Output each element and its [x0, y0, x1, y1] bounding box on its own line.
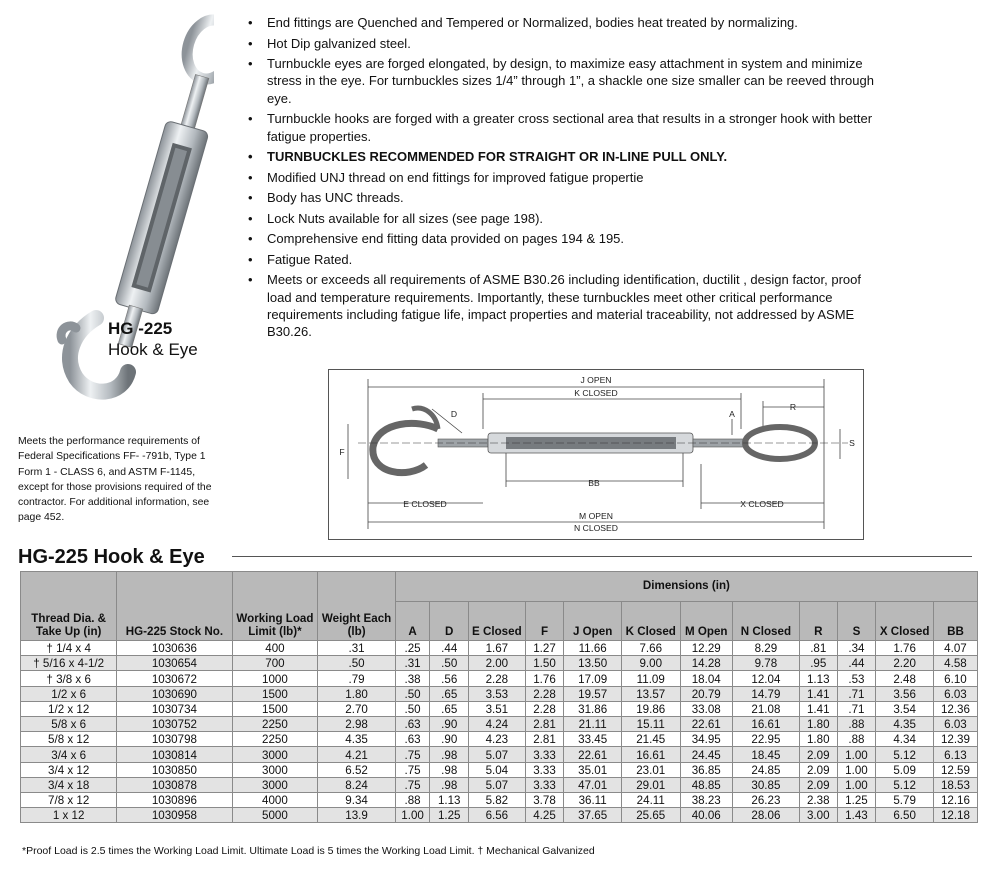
feature-item: • Lock Nuts available for all sizes (see page 198).	[248, 210, 888, 227]
table-cell: 400	[232, 641, 318, 656]
section-title: HG-225 Hook & Eye	[18, 546, 205, 568]
table-cell: 1.50	[525, 656, 564, 671]
table-cell: † 3/8 x 6	[21, 671, 117, 686]
header-thread: Thread Dia. & Take Up (in)	[21, 572, 117, 641]
table-cell: 23.01	[621, 762, 680, 777]
feature-list	[248, 14, 888, 344]
table-cell: 1030798	[117, 732, 232, 747]
table-cell: 9.00	[621, 656, 680, 671]
table-cell: 8.24	[318, 777, 395, 792]
label-k-closed: K CLOSED	[574, 388, 618, 398]
spec-table	[20, 571, 978, 823]
table-cell: 3/4 x 12	[21, 762, 117, 777]
table-cell: 2.28	[469, 671, 526, 686]
table-cell: 12.18	[933, 808, 977, 823]
table-cell: .75	[395, 747, 430, 762]
table-cell: 3.33	[525, 777, 564, 792]
table-cell: 5.82	[469, 792, 526, 807]
table-row	[21, 656, 978, 671]
label-a: A	[729, 409, 735, 419]
table-cell: 14.28	[680, 656, 732, 671]
table-cell: 3000	[232, 777, 318, 792]
table-cell: .31	[395, 656, 430, 671]
table-cell: .95	[799, 656, 837, 671]
table-cell: 1030850	[117, 762, 232, 777]
table-cell: 2.98	[318, 716, 395, 731]
table-cell: † 1/4 x 4	[21, 641, 117, 656]
table-cell: 5000	[232, 808, 318, 823]
label-x-closed: X CLOSED	[740, 499, 784, 509]
table-cell: 13.57	[621, 686, 680, 701]
table-cell: 36.11	[564, 792, 622, 807]
table-cell: 22.61	[564, 747, 622, 762]
table-cell: 4.25	[525, 808, 564, 823]
title-divider	[232, 556, 972, 557]
table-cell: 3000	[232, 762, 318, 777]
table-cell: 5.04	[469, 762, 526, 777]
table-cell: 24.85	[732, 762, 799, 777]
table-cell: .53	[837, 671, 876, 686]
table-cell: 1030672	[117, 671, 232, 686]
table-cell: 37.65	[564, 808, 622, 823]
table-cell: 4.07	[933, 641, 977, 656]
table-cell: 2.09	[799, 777, 837, 792]
table-cell: 4.35	[876, 716, 934, 731]
feature-item: • End fittings are Quenched and Tempered or Normalized, bodies heat treated by normalizing.	[248, 14, 888, 31]
table-cell: 5.12	[876, 747, 934, 762]
table-cell: .50	[318, 656, 395, 671]
table-cell: 1030878	[117, 777, 232, 792]
table-cell: 4.58	[933, 656, 977, 671]
feature-item: • Body has UNC threads.	[248, 189, 888, 206]
table-cell: .56	[430, 671, 469, 686]
table-cell: 1030814	[117, 747, 232, 762]
table-cell: 18.53	[933, 777, 977, 792]
table-cell: .71	[837, 686, 876, 701]
table-cell: 1500	[232, 701, 318, 716]
table-cell: 1.25	[837, 792, 876, 807]
table-cell: .88	[837, 716, 876, 731]
label-j-open: J OPEN	[580, 375, 612, 385]
table-cell: 1.80	[799, 732, 837, 747]
header-dim-col: BB	[933, 602, 977, 641]
table-cell: 2.00	[469, 656, 526, 671]
table-cell: 1.67	[469, 641, 526, 656]
table-cell: 1/2 x 6	[21, 686, 117, 701]
table-cell: 8.29	[732, 641, 799, 656]
header-dim-col: R	[799, 602, 837, 641]
table-cell: 12.59	[933, 762, 977, 777]
table-cell: 7/8 x 12	[21, 792, 117, 807]
table-cell: .31	[318, 641, 395, 656]
table-cell: 26.23	[732, 792, 799, 807]
table-row	[21, 701, 978, 716]
feature-item: • Hot Dip galvanized steel.	[248, 35, 888, 52]
table-cell: .65	[430, 701, 469, 716]
table-cell: † 5/16 x 4-1/2	[21, 656, 117, 671]
table-cell: .81	[799, 641, 837, 656]
table-cell: 6.10	[933, 671, 977, 686]
table-cell: 4.24	[469, 716, 526, 731]
table-cell: .50	[430, 656, 469, 671]
table-cell: 9.78	[732, 656, 799, 671]
table-cell: 20.79	[680, 686, 732, 701]
header-dim-col: D	[430, 602, 469, 641]
table-cell: 24.45	[680, 747, 732, 762]
table-cell: .50	[395, 686, 430, 701]
table-row	[21, 732, 978, 747]
table-cell: 1.00	[837, 747, 876, 762]
table-cell: 2250	[232, 716, 318, 731]
feature-item: • Meets or exceeds all requirements of ASME B30.26 including identification, ductilit , design factor, proof load and temperature requirements. Importantly, these turnbuckles meet other critical performance requirements including fatigue life, impact properties and material traceability, not addressed by ASME B30.26.	[248, 271, 888, 341]
table-cell: .38	[395, 671, 430, 686]
table-cell: 6.50	[876, 808, 934, 823]
table-cell: 21.45	[621, 732, 680, 747]
feature-item: • Fatigue Rated.	[248, 251, 888, 268]
dimension-drawing	[328, 369, 864, 540]
table-cell: 24.11	[621, 792, 680, 807]
table-cell: 7.66	[621, 641, 680, 656]
footnote: *Proof Load is 2.5 times the Working Load Limit. Ultimate Load is 5 times the Working Load Limit. † Mechanical Galvanized	[22, 845, 595, 857]
table-cell: 18.45	[732, 747, 799, 762]
table-cell: 5/8 x 12	[21, 732, 117, 747]
table-cell: 6.13	[933, 747, 977, 762]
label-e-closed: E CLOSED	[403, 499, 447, 509]
header-dim-col: S	[837, 602, 876, 641]
table-cell: 15.11	[621, 716, 680, 731]
table-cell: 1.76	[525, 671, 564, 686]
product-code: HG -225	[108, 319, 173, 338]
table-cell: 40.06	[680, 808, 732, 823]
table-cell: .75	[395, 777, 430, 792]
table-cell: .79	[318, 671, 395, 686]
table-cell: 4000	[232, 792, 318, 807]
table-cell: 2.28	[525, 701, 564, 716]
table-cell: 6.56	[469, 808, 526, 823]
table-cell: 1.00	[395, 808, 430, 823]
header-weight: Weight Each (lb)	[318, 572, 395, 641]
table-cell: 13.50	[564, 656, 622, 671]
table-cell: 1500	[232, 686, 318, 701]
table-cell: 1.00	[837, 762, 876, 777]
table-cell: 19.86	[621, 701, 680, 716]
table-cell: 1.13	[799, 671, 837, 686]
table-cell: 3.54	[876, 701, 934, 716]
header-dim-col: A	[395, 602, 430, 641]
table-cell: 2.81	[525, 732, 564, 747]
table-cell: 11.09	[621, 671, 680, 686]
table-cell: 12.16	[933, 792, 977, 807]
table-cell: 1030636	[117, 641, 232, 656]
table-cell: 21.11	[564, 716, 622, 731]
table-cell: 3.00	[799, 808, 837, 823]
table-cell: .98	[430, 747, 469, 762]
table-cell: 4.23	[469, 732, 526, 747]
federal-spec-note: Meets the performance requirements of Federal Specifications FF- -791b, Type 1 Form 1 - CLASS 6, and ASTM F-1145, except for those provisions required of the contractor. For additional information, see page 452.	[18, 436, 212, 524]
table-cell: 2.70	[318, 701, 395, 716]
table-cell: 2.28	[525, 686, 564, 701]
spec-table-body	[21, 641, 978, 823]
label-f: F	[339, 447, 345, 457]
table-cell: 2.48	[876, 671, 934, 686]
header-dim-col: E Closed	[469, 602, 526, 641]
table-cell: 2.81	[525, 716, 564, 731]
table-row	[21, 792, 978, 807]
table-cell: 3.51	[469, 701, 526, 716]
table-cell: 1030958	[117, 808, 232, 823]
table-cell: 21.08	[732, 701, 799, 716]
table-cell: 22.61	[680, 716, 732, 731]
table-cell: 3000	[232, 747, 318, 762]
table-cell: 30.85	[732, 777, 799, 792]
table-cell: 17.09	[564, 671, 622, 686]
table-cell: 6.52	[318, 762, 395, 777]
table-cell: 29.01	[621, 777, 680, 792]
table-row	[21, 716, 978, 731]
feature-item: • Comprehensive end fitting data provided on pages 194 & 195.	[248, 230, 888, 247]
table-cell: 1.76	[876, 641, 934, 656]
table-cell: 35.01	[564, 762, 622, 777]
table-cell: 28.06	[732, 808, 799, 823]
table-cell: 38.23	[680, 792, 732, 807]
table-cell: 4.34	[876, 732, 934, 747]
product-label	[108, 318, 198, 360]
table-cell: .88	[837, 732, 876, 747]
table-cell: 1.00	[837, 777, 876, 792]
table-cell: 5.07	[469, 777, 526, 792]
table-cell: 34.95	[680, 732, 732, 747]
header-dim-col: X Closed	[876, 602, 934, 641]
table-cell: .75	[395, 762, 430, 777]
table-cell: .63	[395, 732, 430, 747]
table-cell: .90	[430, 732, 469, 747]
table-cell: 1030654	[117, 656, 232, 671]
table-cell: 4.35	[318, 732, 395, 747]
table-cell: 1000	[232, 671, 318, 686]
header-dim-col: J Open	[564, 602, 622, 641]
table-cell: 3.33	[525, 747, 564, 762]
table-cell: 47.01	[564, 777, 622, 792]
table-row	[21, 808, 978, 823]
table-cell: 3/4 x 6	[21, 747, 117, 762]
table-cell: 1.41	[799, 701, 837, 716]
table-cell: 1.41	[799, 686, 837, 701]
table-cell: 12.36	[933, 701, 977, 716]
table-cell: 3.56	[876, 686, 934, 701]
table-cell: 22.95	[732, 732, 799, 747]
table-cell: 3.33	[525, 762, 564, 777]
header-dimensions: Dimensions (in)	[395, 572, 977, 602]
table-cell: 16.61	[732, 716, 799, 731]
table-cell: .63	[395, 716, 430, 731]
table-cell: 1.27	[525, 641, 564, 656]
table-cell: .90	[430, 716, 469, 731]
table-cell: .98	[430, 777, 469, 792]
table-cell: .34	[837, 641, 876, 656]
table-cell: 33.45	[564, 732, 622, 747]
table-cell: 1030896	[117, 792, 232, 807]
table-cell: 19.57	[564, 686, 622, 701]
label-n-closed: N CLOSED	[574, 523, 618, 533]
table-cell: .25	[395, 641, 430, 656]
table-cell: 1.43	[837, 808, 876, 823]
table-cell: 700	[232, 656, 318, 671]
table-cell: 5.09	[876, 762, 934, 777]
table-cell: .88	[395, 792, 430, 807]
table-cell: 3.53	[469, 686, 526, 701]
table-row	[21, 671, 978, 686]
table-cell: 48.85	[680, 777, 732, 792]
table-cell: 6.03	[933, 686, 977, 701]
header-stock: HG-225 Stock No.	[117, 572, 232, 641]
table-row	[21, 762, 978, 777]
feature-item: • TURNBUCKLES RECOMMENDED FOR STRAIGHT OR IN-LINE PULL ONLY.	[248, 148, 888, 165]
feature-item: • Turnbuckle hooks are forged with a greater cross sectional area that results in a stronger hook with better fatigue properties.	[248, 110, 888, 145]
table-cell: .44	[430, 641, 469, 656]
label-m-open: M OPEN	[579, 511, 613, 521]
table-cell: 33.08	[680, 701, 732, 716]
table-cell: 1030752	[117, 716, 232, 731]
header-dim-col: F	[525, 602, 564, 641]
table-cell: 2.09	[799, 762, 837, 777]
table-cell: 2.38	[799, 792, 837, 807]
table-cell: 1 x 12	[21, 808, 117, 823]
header-dim-col: N Closed	[732, 602, 799, 641]
table-cell: .44	[837, 656, 876, 671]
table-cell: 12.04	[732, 671, 799, 686]
table-cell: 9.34	[318, 792, 395, 807]
table-cell: 3/4 x 18	[21, 777, 117, 792]
header-dim-col: K Closed	[621, 602, 680, 641]
table-cell: 1.80	[318, 686, 395, 701]
table-row	[21, 641, 978, 656]
table-row	[21, 777, 978, 792]
table-cell: 16.61	[621, 747, 680, 762]
label-d: D	[450, 409, 458, 419]
feature-item: • Modified UNJ thread on end fittings for improved fatigue propertie	[248, 169, 888, 186]
header-wll: Working Load Limit (lb)*	[232, 572, 318, 641]
label-bb: BB	[588, 478, 600, 488]
label-s: S	[849, 438, 855, 448]
table-cell: .50	[395, 701, 430, 716]
table-cell: 1.80	[799, 716, 837, 731]
table-cell: 1.13	[430, 792, 469, 807]
table-cell: 18.04	[680, 671, 732, 686]
table-cell: 25.65	[621, 808, 680, 823]
header-dim-col: M Open	[680, 602, 732, 641]
table-cell: 5/8 x 6	[21, 716, 117, 731]
table-cell: 2.20	[876, 656, 934, 671]
table-cell: 1.25	[430, 808, 469, 823]
table-cell: .65	[430, 686, 469, 701]
table-cell: .98	[430, 762, 469, 777]
table-cell: .71	[837, 701, 876, 716]
table-cell: 36.85	[680, 762, 732, 777]
product-name: Hook & Eye	[108, 340, 198, 359]
label-r: R	[789, 402, 797, 412]
table-cell: 5.79	[876, 792, 934, 807]
table-cell: 11.66	[564, 641, 622, 656]
table-cell: 31.86	[564, 701, 622, 716]
table-cell: 1030690	[117, 686, 232, 701]
table-row	[21, 747, 978, 762]
table-cell: 12.29	[680, 641, 732, 656]
table-cell: 1030734	[117, 701, 232, 716]
feature-item: • Turnbuckle eyes are forged elongated, by design, to maximize easy attachment in system and minimize stress in the eye. For turnbuckles sizes 1/4” through 1”, a shackle one size smaller can be reeved through eye.	[248, 55, 888, 107]
table-cell: 3.78	[525, 792, 564, 807]
table-row	[21, 686, 978, 701]
table-cell: 5.07	[469, 747, 526, 762]
table-cell: 4.21	[318, 747, 395, 762]
table-cell: 13.9	[318, 808, 395, 823]
table-cell: 2250	[232, 732, 318, 747]
table-cell: 6.03	[933, 716, 977, 731]
table-cell: 5.12	[876, 777, 934, 792]
table-cell: 1/2 x 12	[21, 701, 117, 716]
table-cell: 2.09	[799, 747, 837, 762]
table-cell: 14.79	[732, 686, 799, 701]
table-cell: 12.39	[933, 732, 977, 747]
